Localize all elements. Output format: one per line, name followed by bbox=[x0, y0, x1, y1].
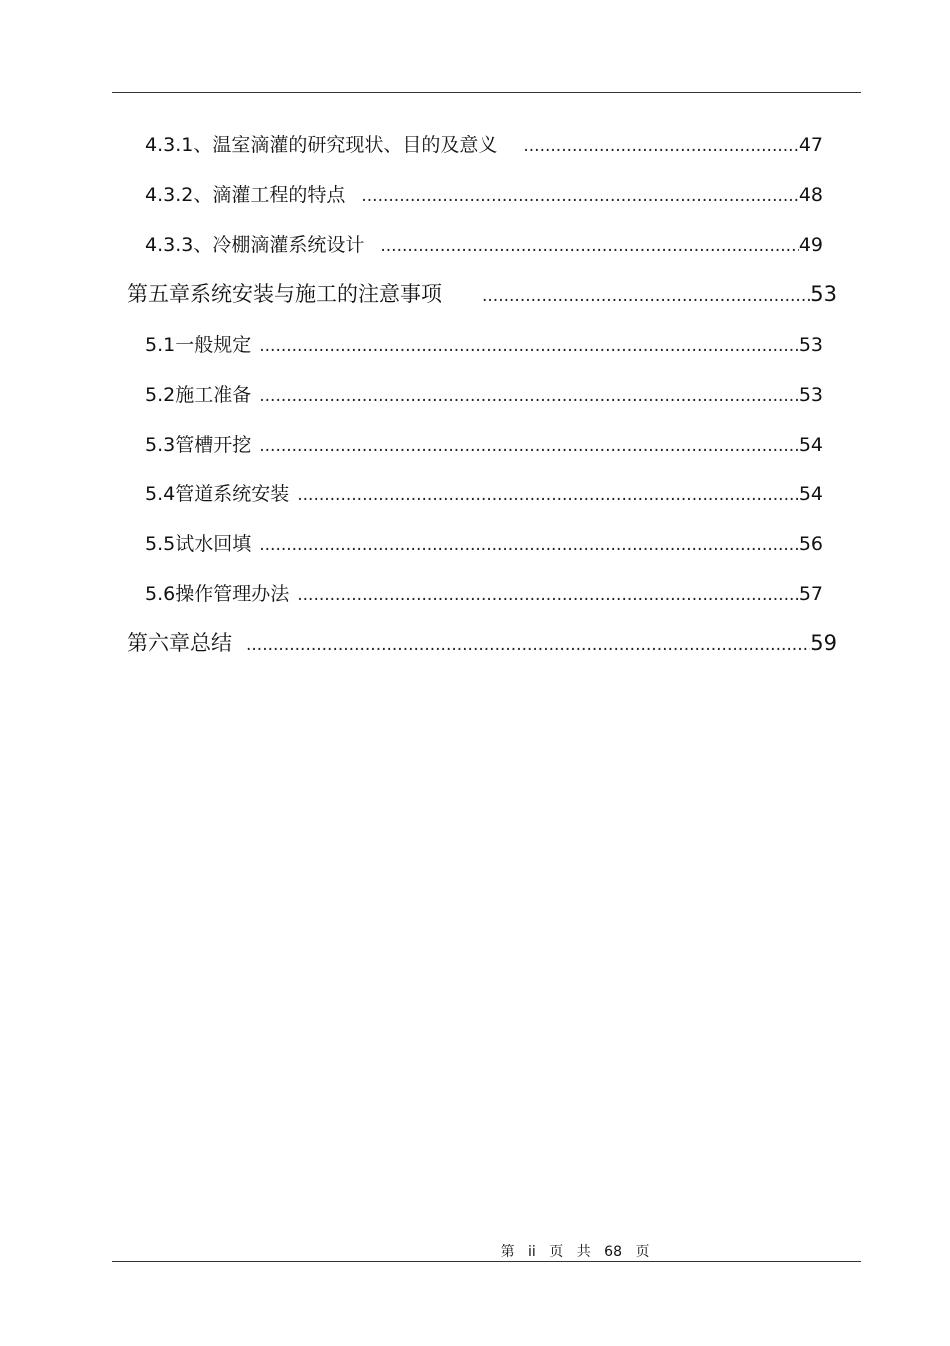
toc-entry-title: 、滴灌工程的特点 bbox=[193, 184, 346, 206]
toc-entry-title: 施工准备 bbox=[175, 384, 252, 406]
toc-entry-5-1[interactable] bbox=[145, 330, 823, 357]
toc-entry-number: 4.3.1 bbox=[145, 134, 194, 156]
page-footer bbox=[0, 1241, 950, 1261]
footer-prefix: 第 bbox=[500, 1244, 515, 1260]
toc-entry-page: 53 bbox=[798, 384, 823, 406]
footer-total-word: 共 bbox=[576, 1244, 591, 1260]
toc-entry-5-4[interactable] bbox=[145, 479, 823, 506]
toc-entry-title: 管道系统安装 bbox=[175, 483, 290, 505]
toc-entry-title: 操作管理办法 bbox=[175, 583, 290, 605]
toc-entry-4-3-2[interactable] bbox=[145, 180, 823, 207]
toc-entry-title: 试水回填 bbox=[175, 533, 252, 555]
dot-leader bbox=[246, 631, 810, 655]
toc-chapter-number: 第六章 bbox=[127, 631, 190, 655]
toc-chapter-title: 总结 bbox=[190, 631, 232, 655]
toc-entry-page: 47 bbox=[798, 134, 823, 156]
dot-leader bbox=[297, 483, 799, 505]
toc-chapter-6[interactable] bbox=[127, 627, 837, 657]
toc-entry-number: 5.4 bbox=[145, 483, 176, 505]
toc-chapter-number: 第五章 bbox=[127, 282, 190, 306]
toc-entry-number: 5.6 bbox=[145, 583, 176, 605]
toc-entry-number: 5.2 bbox=[145, 384, 176, 406]
toc-entry-number: 4.3.2 bbox=[145, 184, 194, 206]
toc-entry-page: 49 bbox=[798, 234, 823, 256]
footer-suffix: 页 bbox=[635, 1244, 650, 1260]
footer-current-page: ii bbox=[528, 1244, 536, 1260]
toc-entry-4-3-1[interactable] bbox=[145, 130, 823, 157]
toc-entry-4-3-3[interactable] bbox=[145, 230, 823, 257]
toc-entry-page: 53 bbox=[798, 334, 823, 356]
toc-entry-number: 5.3 bbox=[145, 434, 176, 456]
toc-chapter-title: 系统安装与施工的注意事项 bbox=[190, 282, 442, 306]
toc-entry-page: 54 bbox=[798, 483, 823, 505]
dot-leader bbox=[259, 334, 799, 356]
dot-leader bbox=[259, 533, 799, 555]
dot-leader bbox=[380, 234, 798, 256]
toc-entry-title: 、温室滴灌的研究现状、目的及意义 bbox=[193, 134, 498, 156]
dot-leader bbox=[259, 434, 799, 456]
dot-leader bbox=[361, 184, 798, 206]
toc-entry-5-6[interactable] bbox=[145, 579, 823, 606]
toc-entry-page: 57 bbox=[798, 583, 823, 605]
dot-leader bbox=[297, 583, 799, 605]
toc-entry-title: 管槽开挖 bbox=[175, 434, 252, 456]
footer-page-word: 页 bbox=[549, 1244, 564, 1260]
toc-entry-title: 、冷棚滴灌系统设计 bbox=[193, 234, 365, 256]
toc-entry-number: 5.5 bbox=[145, 533, 176, 555]
toc-chapter-page: 53 bbox=[810, 282, 837, 306]
toc-chapter-5[interactable] bbox=[127, 278, 837, 308]
dot-leader bbox=[482, 282, 810, 306]
dot-leader bbox=[259, 384, 799, 406]
toc-entry-5-5[interactable] bbox=[145, 529, 823, 556]
toc-entry-title: 一般规定 bbox=[175, 334, 252, 356]
toc-entry-page: 56 bbox=[798, 533, 823, 555]
toc-entry-number: 5.1 bbox=[145, 334, 176, 356]
toc-entry-5-2[interactable] bbox=[145, 380, 823, 407]
header-rule bbox=[112, 92, 861, 93]
toc-entry-page: 54 bbox=[798, 434, 823, 456]
footer-rule bbox=[112, 1261, 861, 1262]
toc-entry-5-3[interactable] bbox=[145, 430, 823, 457]
toc-entry-number: 4.3.3 bbox=[145, 234, 194, 256]
toc-entry-page: 48 bbox=[798, 184, 823, 206]
toc-chapter-page: 59 bbox=[810, 631, 837, 655]
footer-total-pages: 68 bbox=[604, 1244, 622, 1260]
dot-leader bbox=[523, 134, 798, 156]
